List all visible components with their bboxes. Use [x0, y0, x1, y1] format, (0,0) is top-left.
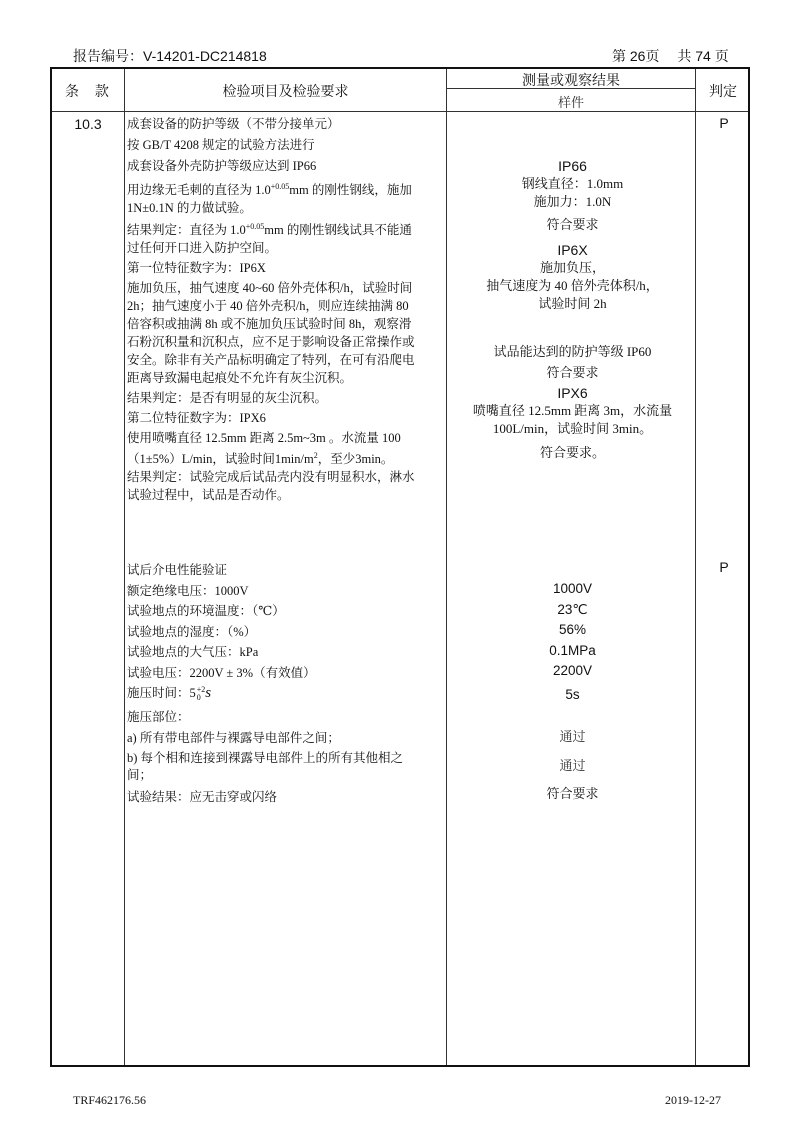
result-pump-rate: 抽气速度为 40 倍外壳体积/h，	[486, 278, 659, 293]
req-line: 过任何开口进入防护空间。	[127, 241, 278, 256]
result-ip66: IP66	[558, 158, 587, 174]
header-result: 测量或观察结果	[522, 72, 620, 88]
result-pass: 符合要求。	[539, 445, 605, 460]
req-line: 成套设备外壳防护等级应达到 IP66	[127, 159, 317, 173]
req-line: 结果判定：是否有明显的灰尘沉积。	[127, 391, 328, 406]
req-line: b) 每个相和连接到裸露导电部件上的所有其他相之	[127, 750, 404, 765]
clause-number: 10.3	[74, 116, 102, 132]
req-line: 倍容积或抽满 8h 或不施加负压试验时间 8h，观察滑	[127, 317, 412, 332]
req-line: 试验地点的大气压：kPa	[127, 645, 259, 659]
req-line: 第二位特征数字为：IPX6	[127, 411, 266, 426]
req-line: 第一位特征数字为：IP6X	[127, 261, 266, 276]
result-ipx6: IPX6	[557, 385, 588, 401]
header-item: 检验项目及检验要求	[222, 83, 349, 99]
inspection-table	[50, 67, 750, 1067]
result-part-b: 通过	[559, 757, 586, 773]
result-test-time: 试验时间 2h	[538, 296, 607, 311]
req-line: （1±5%）L/min，试验时间$1\min/m^2$，至少3min。	[127, 451, 394, 467]
req-line: 石粉沉积量和沉积点，应不足于影响设备正常操作或	[127, 335, 415, 350]
result-ip6x: IP6X	[557, 242, 588, 258]
form-number: TRF462176.56	[73, 1093, 147, 1107]
req-line: 施压部位：	[127, 710, 190, 724]
result-conclusion: 符合要求	[546, 786, 599, 801]
result-nozzle: 喷嘴直径 12.5mm 距离 3m，水流量	[472, 403, 673, 418]
req-line: 试验地点的环境温度：（℃）	[127, 604, 285, 618]
result-part-a: 通过	[559, 729, 586, 744]
page-current: 第 26页	[612, 48, 660, 64]
req-line: 用边缘无毛刺的直径为 $1.0^{+0.05}mm$ 的刚性钢线，施加	[127, 182, 412, 198]
req-line: 试验过程中，试品是否动作。	[127, 488, 290, 503]
req-line: 结果判定：试验完成后试品壳内没有明显积水，淋水	[127, 470, 415, 485]
req-line: 额定绝缘电压：1000V	[127, 583, 249, 598]
result-wire-diameter: 钢线直径：1.0mm	[521, 176, 624, 191]
header-verdict: 判定	[709, 83, 737, 99]
req-line: 施压时间：5 +2 0 s	[127, 685, 212, 703]
req-line: 成套设备的防护等级（不带分接单元）	[127, 117, 340, 131]
req-line: a) 所有带电部件与裸露导电部件之间；	[127, 730, 340, 745]
result-temperature: 23℃	[557, 601, 588, 617]
results-ip-rating	[448, 157, 697, 462]
req-line: 使用喷嘴直径 12.5mm 距离 2.5m~3m 。水流量 100	[127, 431, 401, 446]
verdict: P	[719, 115, 729, 131]
result-pass: 符合要求	[546, 365, 599, 380]
req-line: 按 GB/T 4208 规定的试验方法进行	[127, 138, 315, 152]
results-dielectric	[448, 579, 697, 805]
req-line: 试验电压：2200V ± 3%（有效值）	[127, 665, 316, 680]
req-line: 试验地点的湿度：（%）	[127, 624, 257, 639]
report-number: 报告编号：V-14201-DC214818	[73, 48, 267, 64]
req-line: 距离导致漏电起痕处不允许有灰尘沉积。	[127, 371, 353, 386]
req-line: 安全。除非有关产品标明确定了特列，在可有沿爬电	[127, 353, 415, 368]
req-line: 结果判定：直径为 $1.0^{+0.05}mm$ 的刚性钢线试具不能通	[127, 222, 412, 238]
result-force: 施加力：1.0N	[533, 194, 612, 209]
verdict: P	[719, 559, 729, 575]
issue-date: 2019-12-27	[665, 1093, 721, 1107]
req-line: 2h；抽气速度小于 40 倍外壳积/h，则应连续抽满 80	[127, 299, 409, 314]
requirements-ip-rating	[127, 115, 447, 504]
result-rated-voltage: 1000V	[552, 581, 593, 596]
page-total: 共 74 页	[677, 48, 729, 64]
req-line: 施加负压，抽气速度 40~60 倍外壳体积/h，试验时间	[127, 281, 413, 296]
requirements-dielectric	[127, 560, 447, 807]
result-humidity: 56%	[558, 622, 587, 637]
result-pass: 符合要求	[546, 217, 599, 232]
header-divider	[52, 111, 748, 112]
req-line: 间；	[127, 767, 153, 782]
result-negative-pressure: 施加负压，	[539, 260, 605, 275]
req-line: 试后介电性能验证	[127, 563, 228, 577]
result-pressure: 0.1MPa	[549, 642, 596, 658]
header-sample: 样件	[557, 95, 584, 110]
header-clause: 条 款	[65, 83, 111, 99]
result-flow: 100L/min，试验时间 3min。	[492, 421, 653, 436]
col-divider	[124, 69, 125, 1065]
result-achieved-rating: 试品能达到的防护等级 IP60	[493, 344, 652, 359]
req-line: 1N±0.1N 的力做试验。	[127, 201, 252, 216]
result-test-voltage: 2200V	[552, 663, 593, 678]
req-line: 试验结果：应无击穿或闪络	[127, 789, 278, 804]
page-indicator	[612, 46, 729, 66]
result-duration: 5s	[565, 686, 580, 702]
